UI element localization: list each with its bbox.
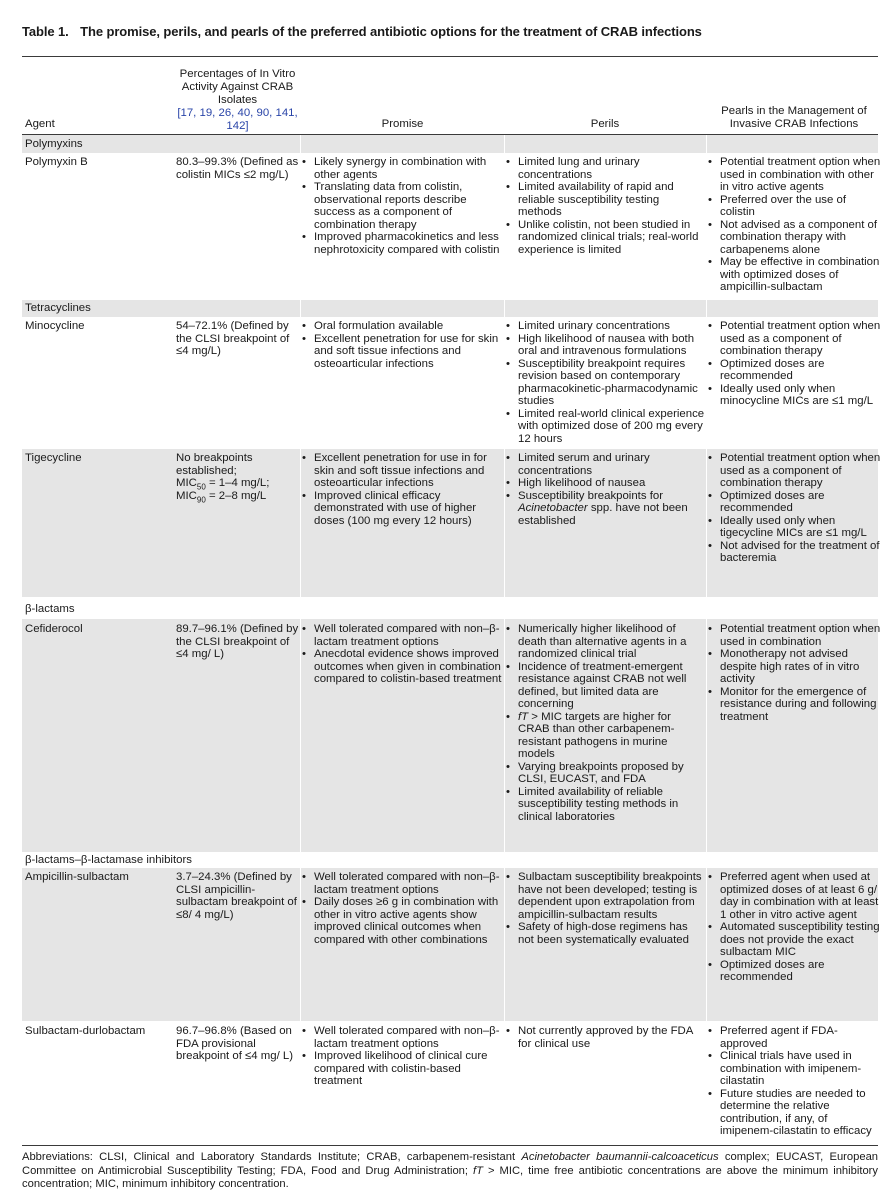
header-percent — [150, 68, 325, 133]
list-item: • Not currently approved by the FDA for clinical use — [505, 1025, 705, 1050]
list-item: • Susceptibility breakpoint requires revision based on contemporary pharmacokinetic-pharmacodynamic studies — [505, 358, 705, 408]
list-item: • Unlike colistin, not been studied in randomized clinical trials; real-world experience is limited — [505, 219, 705, 257]
list-item: • Limited real-world clinical experience with optimized dose of 200 mg every 12 hours — [505, 408, 705, 446]
header-pearls — [707, 105, 881, 131]
list-item: • Optimized doses are recommended — [707, 490, 881, 515]
list-item: • Ideally used only when tigecycline MICs are ≤1 mg/L — [707, 515, 881, 540]
list-item: • Potential treatment option when used in combination — [707, 623, 881, 648]
perils-cefiderocol — [505, 623, 705, 823]
perils-polymyxin-b — [505, 156, 705, 256]
list-item: • Well tolerated compared with non–β-lactam treatment options — [301, 1025, 504, 1050]
list-item: • Improved likelihood of clinical cure compared with colistin-based treatment — [301, 1050, 504, 1088]
pct-tigecycline — [176, 452, 286, 502]
list-item: • Preferred agent if FDA-approved — [707, 1025, 881, 1050]
table-title — [22, 24, 702, 39]
header-percent-line2: Activity Against CRAB — [181, 81, 294, 93]
section-band-polymyxins — [22, 135, 878, 153]
pct-minocycline: 54–72.1% (Defined by the CLSI breakpoint of ≤4 mg/L) — [176, 320, 290, 357]
list-item: • Safety of high-dose regimens has not been systematically evaluated — [505, 921, 705, 946]
list-item: • Susceptibility breakpoints for Acinetobacter spp. have not been established — [505, 490, 705, 528]
pct-tigecycline-mic90: $MIC_{90} = 2-8$ mg/L — [176, 489, 267, 504]
list-item: • Preferred over the use of colistin — [707, 194, 881, 219]
list-item: • Improved pharmacokinetics and less nephrotoxicity compared with colistin — [301, 231, 504, 256]
promise-sulbactam-durlobactam — [301, 1025, 504, 1088]
promise-polymyxin-b — [301, 156, 504, 256]
pearls-minocycline — [707, 320, 881, 408]
list-item: • Numerically higher likelihood of death than alternative agents in a randomized clinical trial — [505, 623, 705, 661]
pct-tigecycline-mic90-value: = 2–8 mg/L — [205, 489, 267, 502]
list-item: • May be effective in combination with optimized doses of ampicillin-sulbactam — [707, 256, 881, 294]
list-item: • Excellent penetration for use in for skin and soft tissue infections and osteoarticular infections — [301, 452, 504, 490]
list-item: • Ideally used only when minocycline MICs are ≤1 mg/L — [707, 383, 881, 408]
agent-minocycline: Minocycline — [25, 320, 85, 332]
table-label: Table 1. — [22, 24, 69, 39]
list-item: • Well tolerated compared with non–β-lactam treatment options — [301, 871, 504, 896]
agent-polymyxin-b: Polymyxin B — [25, 156, 88, 168]
list-item: • Oral formulation available — [301, 320, 504, 333]
promise-cefiderocol — [301, 623, 504, 686]
list-item: • Monotherapy not advised despite high rates of in vitro activity — [707, 648, 881, 686]
pct-cefiderocol: 89.7–96.1% (Defined by the CLSI breakpoint of ≤4 mg/ L) — [176, 623, 299, 660]
agent-cefiderocol: Cefiderocol — [25, 623, 83, 635]
header-agent: Agent — [25, 118, 55, 130]
list-item: • Not advised for the treatment of bacteremia — [707, 540, 881, 565]
perils-tigecycline — [505, 452, 705, 527]
pearls-cefiderocol — [707, 623, 881, 723]
list-item: • fT > MIC targets are higher for CRAB than other carbapenem-resistant pathogens in murine models — [505, 711, 705, 761]
section-polymyxins: Polymyxins — [25, 138, 83, 150]
section-beta-lactams: β-lactams — [25, 603, 75, 615]
promise-minocycline — [301, 320, 504, 370]
column-divider — [706, 135, 707, 1145]
header-percent-line3: Isolates — [217, 94, 258, 106]
list-item: • Incidence of treatment-emergent resistance against CRAB not well defined, but limited data are concerning — [505, 661, 705, 711]
header-promise: Promise — [381, 118, 424, 130]
list-item: • Automated susceptibility testing does not provide the exact sulbactam MIC — [707, 921, 881, 959]
footnote: Abbreviations: CLSI, Clinical and Laboratory Standards Institute; CRAB, carbapenem-resistant Acinetobacter baumannii-calcoaceticus complex; EUCAST, European Committee on Antimicrobial Susceptibility Testing; FDA, Food and Drug Administration; fT > MIC, time free antibiotic concentrations are above the minimum inhibitory concentration; MIC, minimum inhibitory concentration. — [22, 1151, 879, 1190]
pct-polymyxin-b: 80.3–99.3% (Defined as colistin MICs ≤2 mg/L) — [176, 156, 299, 181]
list-item: • Optimized doses are recommended — [707, 358, 881, 383]
list-item: • Limited availability of rapid and reliable susceptibility testing methods — [505, 181, 705, 219]
header-percent-refs-b[interactable]: 142] — [226, 120, 249, 132]
column-divider — [300, 135, 301, 1145]
list-item: • Future studies are needed to determine the relative contribution, if any, of imipenem-cilastatin to efficacy — [707, 1088, 881, 1138]
header-percent-refs-a[interactable]: [17, 19, 26, 40, 90, 141, — [177, 107, 298, 119]
agent-sulbactam-durlobactam: Sulbactam-durlobactam — [25, 1025, 146, 1037]
column-divider — [504, 135, 505, 1145]
list-item: • Varying breakpoints proposed by CLSI, EUCAST, and FDA — [505, 761, 705, 786]
top-rule — [22, 56, 878, 57]
table-title-text: The promise, perils, and pearls of the preferred antibiotic options for the treatment of CRAB infections — [80, 24, 702, 39]
section-band-tetracyclines — [22, 300, 878, 317]
header-pearls-line1: Pearls in the Management of — [721, 105, 867, 117]
list-item: • Optimized doses are recommended — [707, 959, 881, 984]
header-percent-line1: Percentages of In Vitro — [179, 68, 296, 80]
pct-tigecycline-mic50: $MIC_{50} = 1-4$ mg/L; — [176, 477, 270, 492]
list-item: • Sulbactam susceptibility breakpoints have not been developed; testing is dependent upon extrapolation from ampicillin-sulbactam results — [505, 871, 705, 921]
list-item: • Likely synergy in combination with other agents — [301, 156, 504, 181]
list-item: • Limited lung and urinary concentrations — [505, 156, 705, 181]
perils-sulbactam-durlobactam — [505, 1025, 705, 1050]
list-item: • Anecdotal evidence shows improved outcomes when given in combination compared to colistin-based treatment — [301, 648, 504, 686]
pct-tigecycline-line1: No breakpoints established; — [176, 452, 253, 477]
pct-ampicillin-sulbactam: 3.7–24.3% (Defined by CLSI ampicillin-sulbactam breakpoint of ≤8/ 4 mg/L) — [176, 871, 297, 921]
list-item: • Translating data from colistin, observational reports describe success as a component of combination therapy — [301, 181, 504, 231]
pearls-sulbactam-durlobactam — [707, 1025, 881, 1138]
pearls-ampicillin-sulbactam — [707, 871, 881, 984]
list-item: • Not advised as a component of combination therapy with carbapenems alone — [707, 219, 881, 257]
pearls-polymyxin-b — [707, 156, 881, 294]
perils-ampicillin-sulbactam — [505, 871, 705, 946]
list-item: • Potential treatment option when used as a component of combination therapy — [707, 452, 881, 490]
list-item: • High likelihood of nausea with both oral and intravenous formulations — [505, 333, 705, 358]
list-item: • Limited serum and urinary concentrations — [505, 452, 705, 477]
list-item: • Daily doses ≥6 g in combination with other in vitro active agents show improved clinical outcomes when compared with other combinations — [301, 896, 504, 946]
pct-tigecycline-mic50-value: = 1–4 mg/L; — [205, 477, 270, 489]
list-item: • Preferred agent when used at optimized doses of at least 6 g/ day in combination with at least 1 other in vitro active agent — [707, 871, 881, 921]
list-item: • Clinical trials have used in combination with imipenem-cilastatin — [707, 1050, 881, 1088]
list-item: • Excellent penetration for use for skin and soft tissue infections and osteoarticular infections — [301, 333, 504, 371]
list-item: • Potential treatment option when used as a component of combination therapy — [707, 320, 881, 358]
section-bl-bli: β-lactams–β-lactamase inhibitors — [25, 854, 192, 866]
list-item: • Limited availability of reliable susceptibility testing methods in clinical laboratories — [505, 786, 705, 824]
agent-tigecycline: Tigecycline — [25, 452, 82, 464]
list-item: • Potential treatment option when used in combination with other in vitro active agents — [707, 156, 881, 194]
list-item: • Limited urinary concentrations — [505, 320, 705, 333]
bottom-rule — [22, 1145, 878, 1146]
perils-minocycline — [505, 320, 705, 445]
pearls-tigecycline — [707, 452, 881, 565]
section-tetracyclines: Tetracyclines — [25, 302, 91, 314]
list-item: • Improved clinical efficacy demonstrated with use of higher doses (100 mg every 12 hours) — [301, 490, 504, 528]
agent-ampicillin-sulbactam: Ampicillin-sulbactam — [25, 871, 129, 883]
list-item: • Well tolerated compared with non–β-lactam treatment options — [301, 623, 504, 648]
list-item: • Monitor for the emergence of resistance during and following treatment — [707, 686, 881, 724]
header-pearls-line2: Invasive CRAB Infections — [729, 118, 859, 130]
header-perils: Perils — [590, 118, 620, 130]
promise-tigecycline — [301, 452, 504, 527]
promise-ampicillin-sulbactam — [301, 871, 504, 946]
pct-sulbactam-durlobactam: 96.7–96.8% (Based on FDA provisional breakpoint of ≤4 mg/ L) — [176, 1025, 294, 1062]
list-item: • High likelihood of nausea — [505, 477, 705, 490]
